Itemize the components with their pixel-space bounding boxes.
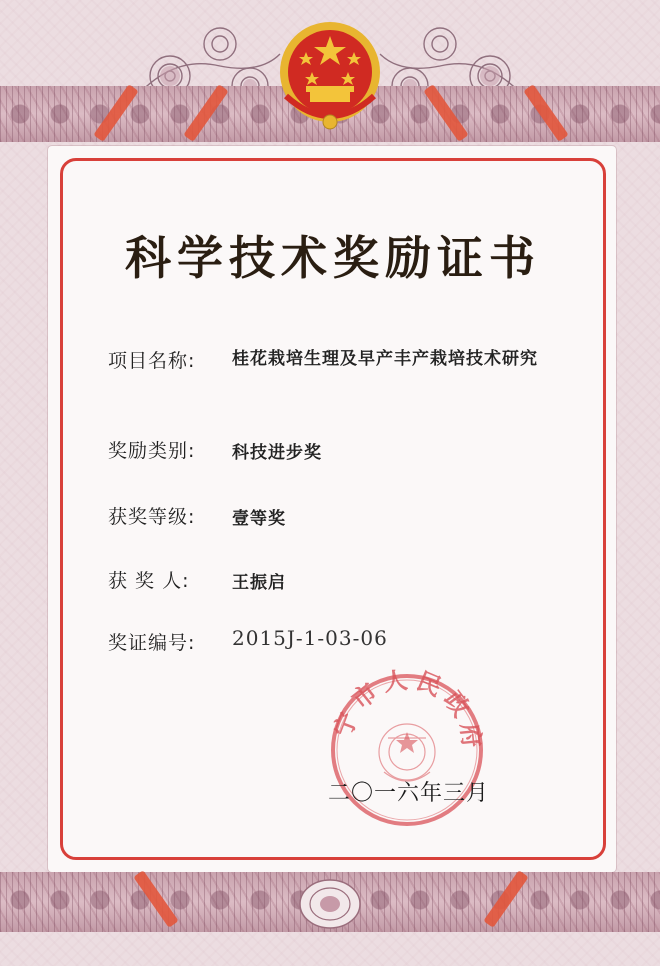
award-category-label: 奖励类别: — [108, 440, 196, 462]
awardee-value: 王振启 — [232, 573, 286, 593]
issue-date: 二〇一六年三月 — [328, 781, 490, 806]
award-category-value: 科技进步奖 — [232, 443, 322, 463]
project-name-value: 桂花栽培生理及早产丰产栽培技术研究 — [232, 349, 538, 369]
awardee-label: 获 奖 人: — [108, 570, 190, 592]
rosette-ornament-icon — [298, 878, 362, 930]
project-name-label: 项目名称: — [108, 350, 196, 372]
award-level-label: 获奖等级: — [108, 506, 196, 528]
certificate-number-label: 奖证编号: — [108, 632, 196, 654]
national-emblem-icon — [276, 16, 384, 136]
award-level-value: 壹等奖 — [232, 509, 286, 529]
certificate-title: 科学技术奖励证书 — [125, 231, 541, 285]
svg-text:宁市人民政府: 宁市人民政府 — [327, 664, 488, 755]
certificate-number-value: 2015J-1-03-06 — [232, 626, 388, 650]
